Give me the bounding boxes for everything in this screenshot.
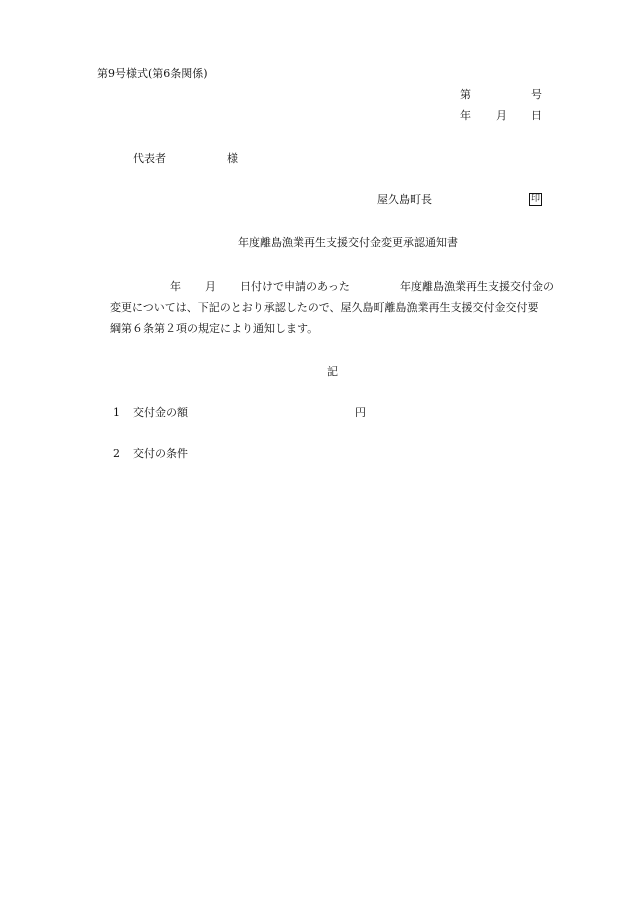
addressee-label: 代表者	[133, 152, 166, 165]
body-text-line-3: 綱第６条第２項の規定により通知します。	[110, 322, 319, 335]
item-unit-yen: 円	[355, 406, 366, 419]
date-day-label: 日	[531, 109, 542, 122]
item-number: 1	[113, 406, 120, 419]
body-text-segment-a: 日付けで申請のあった	[240, 280, 350, 293]
document-number-suffix: 号	[531, 88, 542, 101]
item-label-grant-amount: 交付金の額	[133, 406, 188, 419]
item-label-grant-conditions: 交付の条件	[133, 447, 188, 460]
document-title: 年度離島漁業再生支援交付金変更承認通知書	[238, 236, 458, 249]
date-year-label: 年	[460, 109, 471, 122]
body-text-line-2: 変更については、下記のとおり承認したので、屋久島町離島漁業再生支援交付金交付要	[110, 301, 539, 314]
date-month-label: 月	[496, 109, 507, 122]
body-text-segment-b: 年度離島漁業再生支援交付金の	[400, 280, 554, 293]
item-number: 2	[113, 447, 120, 460]
body-month-label: 月	[205, 280, 216, 293]
ki-heading: 記	[327, 365, 338, 378]
form-number: 第9号様式(第6条関係)	[97, 67, 208, 80]
document-number-prefix: 第	[460, 88, 471, 101]
seal-mark: 印	[530, 194, 540, 204]
issuer-name: 屋久島町長	[377, 193, 432, 206]
body-year-label: 年	[170, 280, 181, 293]
addressee-honorific: 様	[227, 152, 238, 165]
